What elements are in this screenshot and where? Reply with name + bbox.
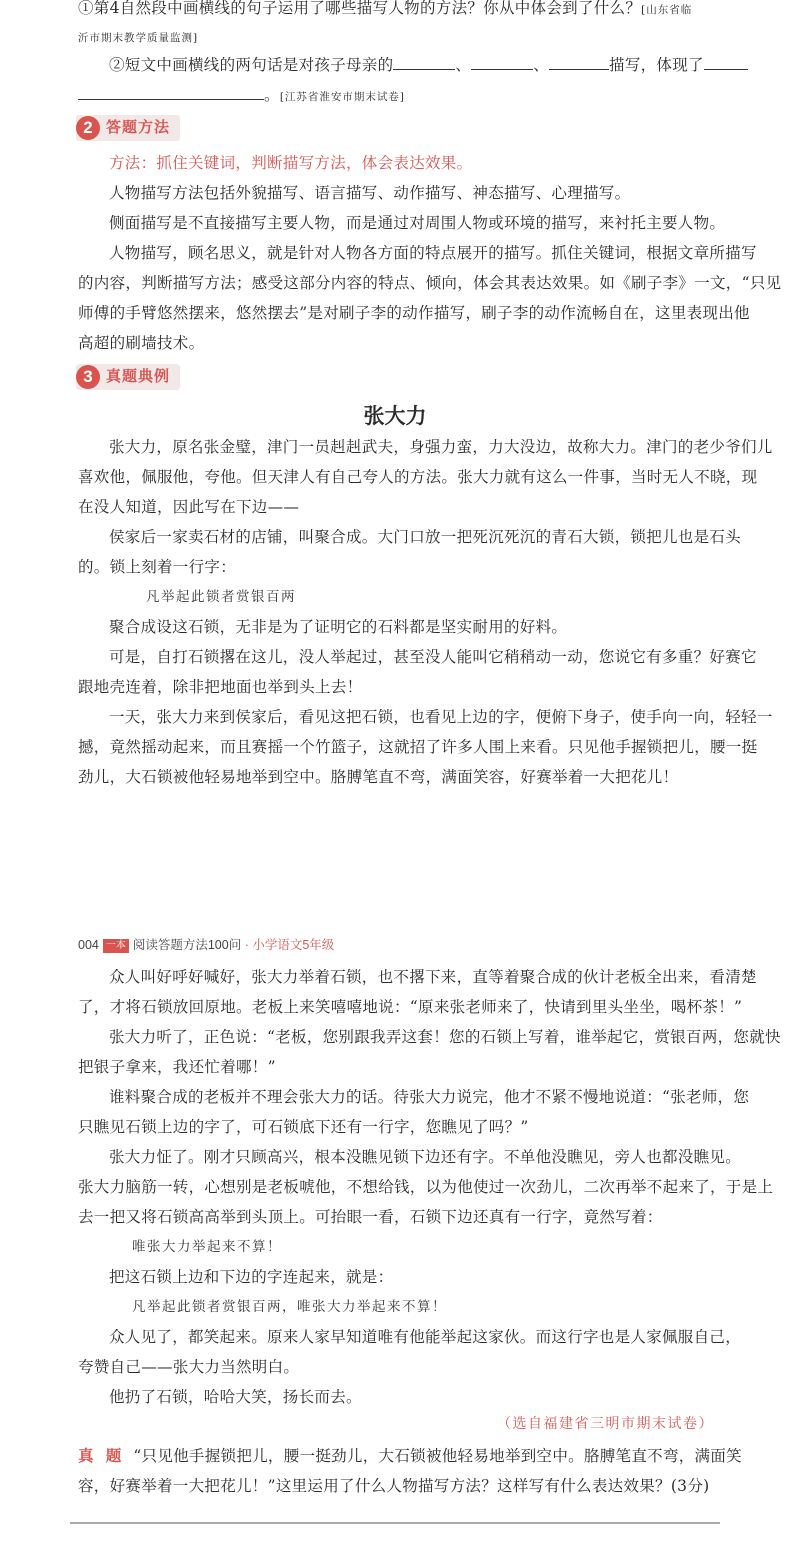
section-2-header <box>76 115 180 141</box>
question-2-prefix: ②短文中画横线的两句话是对孩子母亲的 <box>109 56 394 74</box>
paragraph-line: 侧面描写是不直接描写主要人物，而是通过对周围人物或环境的描写，来衬托主要人物。 <box>109 214 726 232</box>
separator: 、 <box>533 56 550 74</box>
paragraph-line: 师傅的手臂悠然摆来，悠然摆去”是对刷子李的动作描写，刷子李的动作流畅自在，这里表现出他 <box>78 304 750 322</box>
story-line: 只瞧见石锁上边的字了，可石锁底下还有一行字，您瞧见了吗？” <box>78 1118 529 1136</box>
paragraph-line: 人物描写方法包括外貌描写、语言描写、动作描写、神态描写、心理描写。 <box>109 184 631 202</box>
answer-blank-4[interactable] <box>704 54 748 71</box>
story-line: 在没人知道，因此写在下边—— <box>78 498 300 516</box>
story-line: 张大力怔了。刚才只顾高兴，根本没瞧见锁下边还有字。不单他没瞧见，旁人也都没瞧见。 <box>109 1148 742 1166</box>
inscription-line: 唯张大力举起来不算！ <box>132 1239 282 1255</box>
brand-logo: 一本 <box>103 939 129 953</box>
paragraph-line: 的内容，判断描写方法；感受这部分内容的特点、倾向，体会其表达效果。如《刷子李》一文，“只见 <box>78 274 782 292</box>
paragraph-line: 高超的刷墙技术。 <box>78 334 205 352</box>
paragraph-line: 人物描写，顾名思义，就是针对人物各方面的特点展开的描写。抓住关键词，根据文章所描写 <box>109 244 757 262</box>
exam-question <box>78 1441 742 1472</box>
answer-blank-3[interactable] <box>549 54 609 71</box>
method-summary: 方法：抓住关键词，判断描写方法，体会表达效果。 <box>109 154 473 172</box>
section-title: 答题方法 <box>106 119 171 136</box>
question-1-source-b: 沂市期末教学质量监测] <box>78 32 199 44</box>
question-2-mid: 描写，体现了 <box>609 56 704 74</box>
story-line: 了，才将石锁放回原地。老板上来笑嘻嘻地说：“原来张老师来了，快请到里头坐坐，喝杯茶！” <box>78 998 743 1016</box>
story-line: 去一把又将石锁高高举到头顶上。可抬眼一看，石锁下边还真有一行字，竟然写着： <box>78 1208 663 1226</box>
story-line: 可是，自打石锁撂在这儿，没人举起过，甚至没人能叫它稍稍动一动，您说它有多重？好赛它 <box>109 648 757 666</box>
exam-label: 真 题 <box>78 1448 126 1465</box>
answer-blank-1[interactable] <box>393 54 455 71</box>
page-number: 004 <box>78 938 99 952</box>
exam-question-line: “只见他手握锁把儿，腰一挺劲儿，大石锁被他轻易地举到空中。胳膊笔直不弯，满面笑 <box>133 1447 742 1465</box>
book-subtitle: 小学语文5年级 <box>252 938 335 952</box>
answer-blank-2[interactable] <box>471 54 533 71</box>
period: 。 <box>264 86 280 104</box>
inscription-line: 凡举起此锁者赏银百两，唯张大力举起来不算！ <box>132 1299 447 1315</box>
exam-question-line: 容，好赛举着一大把花儿！”这里运用了什么人物描写方法？这样写有什么表达效果？(3分) <box>78 1477 710 1495</box>
page-header <box>78 936 334 954</box>
story-title: 张大力 <box>363 405 427 428</box>
question-1-text: ①第4自然段中画横线的句子运用了哪些描写人物的方法？你从中体会到了什么？ <box>78 0 642 17</box>
section-title: 真题典例 <box>106 368 171 385</box>
question-2 <box>78 50 720 80</box>
story-line: 把这石锁上边和下边的字连起来，就是： <box>109 1268 394 1286</box>
story-line: 撼，竟然摇动起来，而且赛摇一个竹篮子，这就招了许多人围上来看。只见他手握锁把儿，腰一挺 <box>78 738 758 756</box>
section-number-badge: 2 <box>76 116 100 140</box>
story-line: 众人见了，都笑起来。原来人家早知道唯有他能举起这家伙。而这行字也是人家佩服自己， <box>109 1328 742 1346</box>
section-number-badge: 3 <box>76 365 100 389</box>
inscription-line: 凡举起此锁者赏银百两 <box>146 589 296 605</box>
story-line: 张大力听了，正色说：“老板，您别跟我弄这套！您的石锁上写着，谁举起它，赏银百两，您就快 <box>109 1028 781 1046</box>
story-line: 夸赞自己——张大力当然明白。 <box>78 1358 300 1376</box>
story-line: 侯家后一家卖石材的店铺，叫聚合成。大门口放一把死沉死沉的青石大锁，锁把儿也是石头 <box>109 528 742 546</box>
story-line: 谁料聚合成的老板并不理会张大力的话。待张大力说完，他才不紧不慢地说道：“张老师，您 <box>109 1088 750 1106</box>
story-line: 劲儿，大石锁被他轻易地举到空中。胳膊笔直不弯，满面笑容，好赛举着一大把花儿！ <box>78 768 679 786</box>
header-dot: · <box>244 938 249 952</box>
story-line: 喜欢他，佩服他，夸他。但天津人有自己夸人的方法。张大力就有这么一件事，当时无人不晓，现 <box>78 468 758 486</box>
story-line: 跟地壳连着，除非把地面也举到头上去！ <box>78 678 363 696</box>
story-line: 众人叫好呼好喊好，张大力举着石锁，也不撂下来，直等着聚合成的伙计老板全出来，看清楚 <box>109 968 757 986</box>
story-line: 的。锁上刻着一行字： <box>78 558 237 576</box>
question-2-cont <box>78 80 720 112</box>
story-line: 把银子拿来，我还忙着哪！” <box>78 1058 276 1076</box>
answer-blank-5[interactable] <box>78 84 264 101</box>
story-source: （选自福建省三明市期末试卷） <box>497 1416 714 1432</box>
question-1-source-cont <box>78 21 720 53</box>
story-line: 张大力脑筋一转，心想别是老板唬他，不想给钱，以为他使过一次劲儿，二次再举不起来了，于是上 <box>78 1178 774 1196</box>
question-2-source: [江苏省淮安市期末试卷] <box>279 91 406 103</box>
footer-divider <box>70 1522 720 1524</box>
book-title: 阅读答题方法100问 <box>132 938 242 952</box>
story-line: 聚合成设这石锁，无非是为了证明它的石料都是坚实耐用的好料。 <box>109 618 568 636</box>
story-line: 他扔了石锁，哈哈大笑，扬长而去。 <box>109 1388 362 1406</box>
section-3-header <box>76 364 180 390</box>
separator: 、 <box>455 56 472 74</box>
story-line: 张大力，原名张金璧，津门一员赳赳武夫，身强力蛮，力大没边，故称大力。津门的老少爷们儿 <box>109 438 773 456</box>
story-line: 一天，张大力来到侯家后，看见这把石锁，也看见上边的字，便俯下身子，使手向一向，轻轻一 <box>109 708 773 726</box>
question-1-source: [山东省临 <box>641 4 693 16</box>
